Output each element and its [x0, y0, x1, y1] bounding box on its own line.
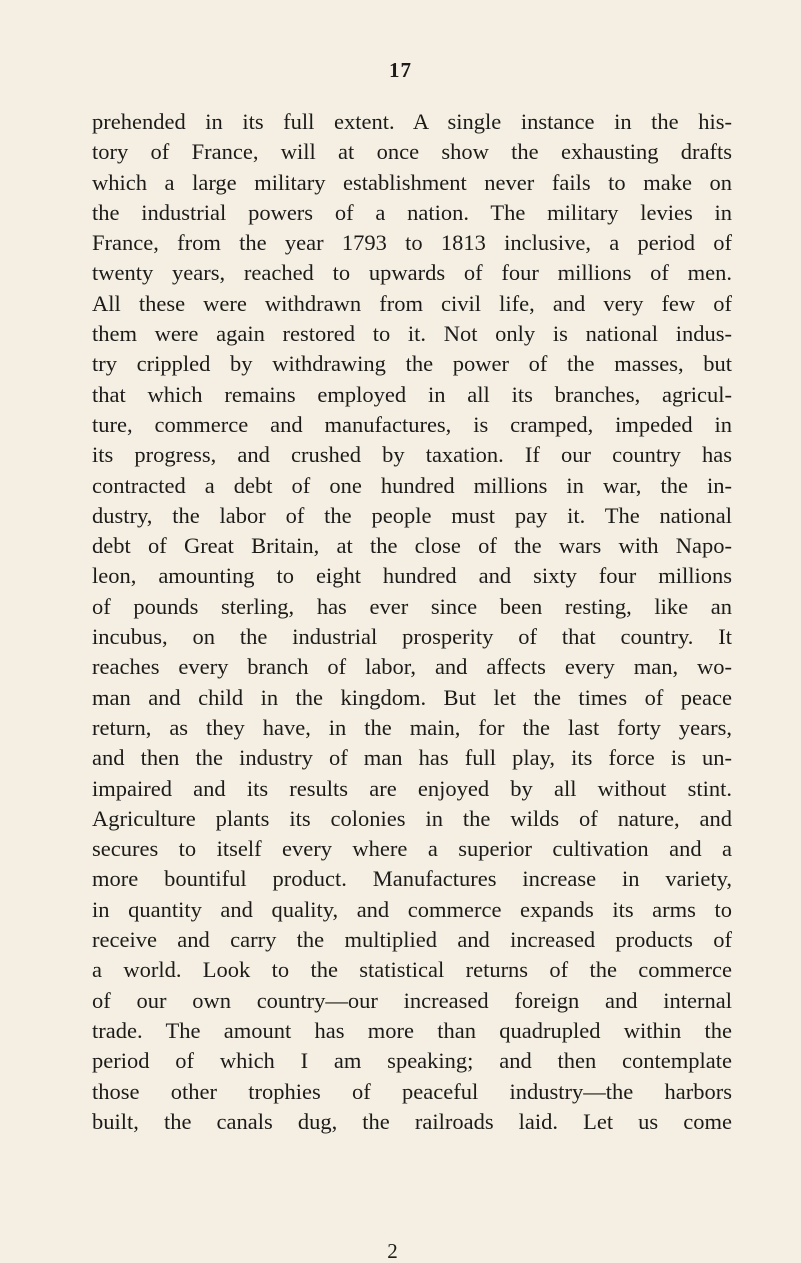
text-line: Agriculture plants its colonies in the wilds of nature, and	[92, 805, 732, 831]
text-line: built, the canals dug, the railroads laid. Let us come	[92, 1108, 732, 1134]
text-line: and then the industry of man has full play, its force is un-	[92, 745, 732, 771]
text-line: of pounds sterling, has ever since been resting, like an	[92, 593, 732, 619]
signature-mark: 2	[387, 1239, 398, 1263]
text-line: those other trophies of peaceful industry—the harbors	[92, 1078, 732, 1104]
text-line: twenty years, reached to upwards of four millions of men.	[92, 260, 732, 286]
text-line: trade. The amount has more than quadrupled within the	[92, 1017, 732, 1043]
text-line: dustry, the labor of the people must pay it. The national	[92, 502, 732, 528]
text-line: All these were withdrawn from civil life, and very few of	[92, 290, 732, 316]
text-line: impaired and its results are enjoyed by all without stint.	[92, 775, 732, 801]
text-line: that which remains employed in all its branches, agricul-	[92, 381, 732, 407]
text-line: ture, commerce and manufactures, is cramped, impeded in	[92, 411, 732, 437]
text-line: debt of Great Britain, at the close of the wars with Napo-	[92, 533, 732, 559]
text-line: reaches every branch of labor, and affects every man, wo-	[92, 654, 732, 680]
page-number: 17	[389, 58, 412, 82]
text-line: more bountiful product. Manufactures increase in variety,	[92, 866, 732, 892]
text-line: leon, amounting to eight hundred and sixty four millions	[92, 563, 732, 589]
text-line: return, as they have, in the main, for the last forty years,	[92, 714, 732, 740]
body-paragraph	[92, 107, 732, 1137]
text-line: France, from the year 1793 to 1813 inclusive, a period of	[92, 230, 732, 256]
text-line: a world. Look to the statistical returns of the commerce	[92, 957, 732, 983]
text-line: secures to itself every where a superior cultivation and a	[92, 836, 732, 862]
text-line: its progress, and crushed by taxation. If our country has	[92, 442, 732, 468]
text-line: the industrial powers of a nation. The military levies in	[92, 199, 732, 225]
text-line: period of which I am speaking; and then contemplate	[92, 1048, 732, 1074]
text-line: contracted a debt of one hundred millions in war, the in-	[92, 472, 732, 498]
text-line: incubus, on the industrial prosperity of that country. It	[92, 624, 732, 650]
text-line: of our own country—our increased foreign and internal	[92, 987, 732, 1013]
text-line: which a large military establishment never fails to make on	[92, 169, 732, 195]
text-line: receive and carry the multiplied and increased products of	[92, 927, 732, 953]
text-line: tory of France, will at once show the exhausting drafts	[92, 139, 732, 165]
text-line: try crippled by withdrawing the power of the masses, but	[92, 351, 732, 377]
text-line: them were again restored to it. Not only is national indus-	[92, 321, 732, 347]
text-line: man and child in the kingdom. But let the times of peace	[92, 684, 732, 710]
text-line: in quantity and quality, and commerce expands its arms to	[92, 896, 732, 922]
text-line: prehended in its full extent. A single instance in the his-	[92, 109, 732, 134]
